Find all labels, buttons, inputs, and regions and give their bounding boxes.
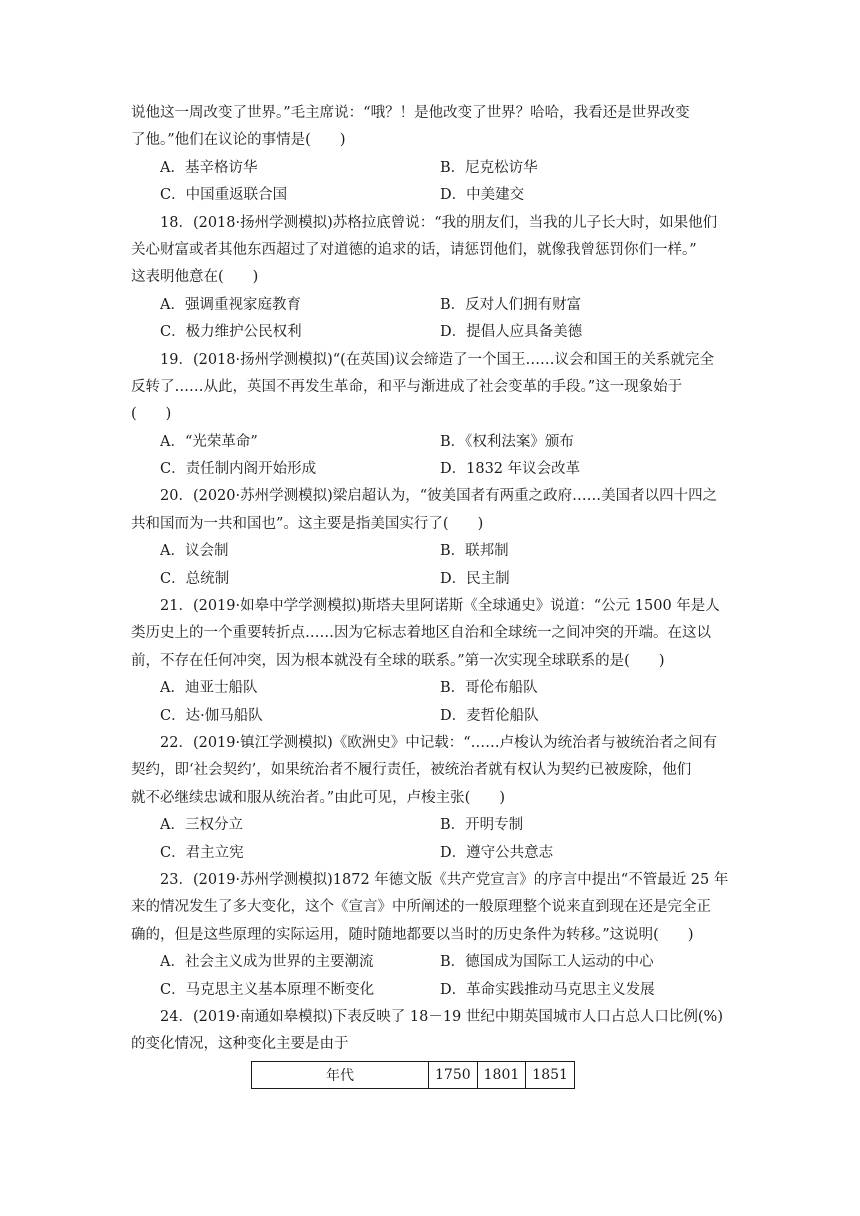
option-b: B．哥伦布船队 <box>440 680 538 697</box>
question-text-line: 说他这一周改变了世界。”毛主席说：“哦？！是他改变了世界？哈哈，我看还是世界改变 <box>131 105 690 121</box>
question-text-line: 关心财富或者其他东西超过了对道德的追求的话，请惩罚他们，就像我曾惩罚你们一样。” <box>131 241 697 258</box>
option-d: D．遵守公共意志 <box>440 844 554 861</box>
option-a: A．社会主义成为世界的主要潮流 <box>160 954 374 971</box>
answer-options <box>131 292 731 347</box>
answer-options <box>131 538 731 593</box>
question-text-line: 20．(2020·苏州学测模拟)梁启超认为，“彼美国者有两重之政府……美国者以四十四之 <box>160 488 718 505</box>
option-a: A．“光荣革命” <box>160 433 258 450</box>
question-18 <box>131 210 731 347</box>
exam-page <box>131 100 731 1089</box>
option-d: D．1832 年议会改革 <box>440 461 581 478</box>
answer-options <box>131 429 731 484</box>
question-text-line: 24．(2019·南通如皋模拟)下表反映了 18－19 世纪中期英国城市人口占总人口比例(%) <box>160 1008 723 1025</box>
option-c: C．君主立宪 <box>160 844 244 861</box>
question-text-line: 这表明他意在( ) <box>131 269 259 286</box>
option-c: C．马克思主义基本原理不断变化 <box>160 981 375 998</box>
option-a: A．迪亚士船队 <box>160 680 258 697</box>
option-c: C．中国重返联合国 <box>160 187 288 204</box>
question-21 <box>131 593 731 730</box>
question-19 <box>131 347 731 484</box>
option-d: D．麦哲伦船队 <box>440 707 539 724</box>
question-22 <box>131 730 731 867</box>
question-text-line: 22．(2019·镇江学测模拟)《欧洲史》中记载：“……卢梭认为统治者与被统治者之间有 <box>160 734 718 751</box>
question-text-line: 就不必继续忠诚和服从统治者。”由此可见，卢梭主张( ) <box>131 789 505 806</box>
table-year-cell: 1801 <box>477 1061 526 1088</box>
question-text-line: 确的，但是这些原理的实际运用，随时随地都要以当时的历史条件为转移。”这说明( ) <box>131 926 694 943</box>
table-row <box>252 1061 575 1088</box>
option-a: A．基辛格访华 <box>160 159 258 176</box>
option-b: B．联邦制 <box>440 543 509 560</box>
option-c: C．责任制内阁开始形成 <box>160 461 317 478</box>
option-c: C．极力维护公民权利 <box>160 324 302 341</box>
table-year-cell: 1851 <box>526 1061 575 1088</box>
question-20 <box>131 483 731 593</box>
answer-options <box>131 812 731 867</box>
option-c: C．总统制 <box>160 570 230 587</box>
question-text-line: 类历史上的一个重要转折点……因为它标志着地区自治和全球统一之间冲突的开端。在这以 <box>131 625 711 642</box>
option-b: B．开明专制 <box>440 817 524 834</box>
option-b: B．反对人们拥有财富 <box>440 296 582 313</box>
question-text-line: 共和国而为一共和国也”。这主要是指美国实行了( ) <box>131 515 484 532</box>
answer-options <box>131 949 731 1004</box>
option-a: A．三权分立 <box>160 817 243 834</box>
question-text-line: 来的情况发生了多大变化，这个《宣言》中所阐述的一般原理整个说来直到现在还是完全正 <box>131 899 711 916</box>
table-header-cell: 年代 <box>252 1061 429 1088</box>
question-23 <box>131 867 731 1004</box>
population-table <box>251 1061 575 1089</box>
question-24 <box>131 1004 731 1059</box>
question-text-line: 的变化情况，这种变化主要是由于 <box>131 1036 349 1053</box>
question-text-line: ( ) <box>131 406 172 423</box>
option-a: A．强调重视家庭教育 <box>160 296 301 313</box>
table-year-cell: 1750 <box>429 1061 478 1088</box>
option-d: D．民主制 <box>440 570 510 587</box>
question-text-line: 21．(2019·如皋中学学测模拟)斯塔夫里阿诺斯《全球通史》说道：“公元 1500 年是人 <box>160 598 720 615</box>
option-d: D．中美建交 <box>440 187 525 204</box>
question-text-line: 契约，即‘社会契约’，如果统治者不履行责任，被统治者就有权认为契约已被废除，他们 <box>131 762 692 779</box>
option-a: A．议会制 <box>160 543 229 560</box>
option-b: B．德国成为国际工人运动的中心 <box>440 954 654 971</box>
answer-options <box>131 675 731 730</box>
question-17-continuation <box>131 100 731 210</box>
option-d: D．提倡人应具备美德 <box>440 324 583 341</box>
option-b: B．《权利法案》颁布 <box>440 433 574 450</box>
question-text-line: 18．(2018·扬州学测模拟)苏格拉底曾说：“我的朋友们，当我的儿子长大时，如果他们 <box>160 214 718 231</box>
option-b: B．尼克松访华 <box>440 159 538 176</box>
option-c: C．达·伽马船队 <box>160 707 263 724</box>
question-text-line: 前，不存在任何冲突，因为根本就没有全球的联系。”第一次实现全球联系的是( ) <box>131 652 665 669</box>
option-d: D．革命实践推动马克思主义发展 <box>440 981 655 998</box>
question-text-line: 19．(2018·扬州学测模拟)“(在英国)议会缔造了一个国王……议会和国王的关系就完全 <box>160 351 714 368</box>
question-text-line: 23．(2019·苏州学测模拟)1872 年德文版《共产党宣言》的序言中提出“不管最近 25 年 <box>160 871 729 888</box>
answer-options <box>131 155 731 210</box>
question-text-line: 了他。”他们在议论的事情是( ) <box>131 132 346 149</box>
question-text-line: 反转了……从此，英国不再发生革命，和平与渐进成了社会变革的手段。”这一现象始于 <box>131 378 683 395</box>
